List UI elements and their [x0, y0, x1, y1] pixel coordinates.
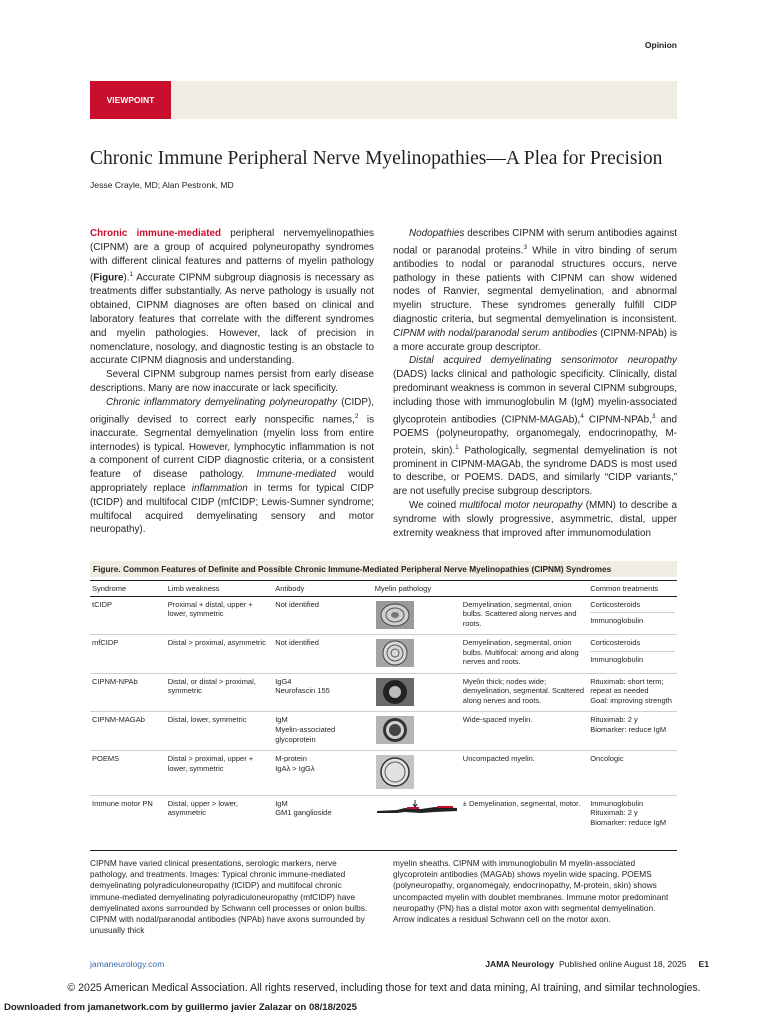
limb-cell: Distal, upper > lower, asymmetric	[166, 795, 274, 829]
myelin-image	[373, 596, 461, 635]
treatment-cell: Immunoglobulin	[590, 612, 675, 626]
text: in terms for typical CIDP (tCIDP) and multifocal CIDP (mfCIDP; Lewis-Sumner syndrome; multifocal acquired demyelinating sensory and motor neuropathy).	[90, 482, 374, 536]
table-row	[90, 712, 677, 751]
body-column-1	[90, 227, 374, 537]
caption-right: myelin sheaths. CIPNM with immunoglobulin M myelin-associated glycoprotein antibodies (MAGAb) shows myelin wide spacing. POEMS (polyneuropathy, organomegaly, endocrinopathy, M-protein, skin) shows uncompacted myelin with doublet membranes. Immune motor predominant neuropathy (PN) has a distal motor axon with segmental demyelination. Arrow indicates a residual Schwann cell on the motor axon.	[393, 858, 669, 925]
pathology-cell: ± Demyelination, segmental, motor.	[461, 795, 588, 829]
text: Chronic inflammatory demyelinating polyneuropathy	[106, 396, 338, 408]
citation[interactable]: 2	[354, 412, 359, 420]
body-column-2	[393, 227, 677, 540]
treatment-cell: Corticosteroids	[590, 599, 641, 609]
antibody-cell: IgG4 Neurofascin 155	[273, 673, 373, 712]
pathology-cell: Demyelination, segmental, onion bulbs. Scattered along nerves and roots.	[462, 599, 577, 628]
limb-cell: Distal > proximal, asymmetric	[166, 635, 274, 674]
text: peripheral nervemyelinopathies (CIPNM) are a group of acquired polyneuropathy syndromes with different clinical features and patterns of myelin pathology (	[90, 228, 374, 284]
paragraph	[393, 227, 677, 354]
viewpoint-band	[90, 81, 677, 119]
antibody-cell: IgM GM1 ganglioside	[273, 795, 373, 829]
copyright-notice: © 2025 American Medical Association. All rights reserved, including those for text and data mining, AI training, and similar technologies.	[67, 982, 701, 994]
page-number: E1	[698, 959, 709, 969]
article-authors: Jesse Crayle, MD; Alan Pestronk, MD	[90, 180, 234, 190]
text: inflammation	[191, 482, 248, 494]
treatment-cell: Oncologic	[590, 753, 624, 763]
myelin-image	[373, 712, 461, 751]
text: (MMN) to describe a syndrome with slowly progressive, asymmetric, distal, upper extremity weakness that improved after immunomodulation	[393, 500, 677, 539]
text: While in vitro binding of serum antibodies to nodal or paranodal structures occurs, nerve pathology in these patients with CIPNM can show widened nodes of Ranvier, segmental demyelination, and abnormal myelin structure. These syndromes generally fulfill CIDP diagnostic criteria, but segmental demyelination is inconsistent.	[393, 245, 677, 326]
myelin-image	[373, 750, 461, 795]
citation[interactable]: 3	[651, 412, 656, 420]
caption-left: CIPNM have varied clinical presentations, serologic markers, nerve pathology, and treatments. Images: Typical chronic immune-mediated demyelinating polyradiculoneuropathy (tCIDP) and multifocal chronic immune-mediated demyelinating polyradiculoneuropathy (mfCIDP) have demyelinated axons surrounded by Schwann cell processes or onion bulbs. CIPNM with nodal/paranodal antibodies (NPAb) have axons surrounded by unusually thick	[90, 858, 368, 936]
text: Pathologically, segmental demyelination is not prominent in CIPNM-MAGAb, the syndrome DADS is most used to describe, or POEMS. DADS, and similarly “CIDP variants,” are not usefully precise subgroup descriptors.	[393, 444, 677, 498]
text: is inaccurate. Segmental demyelination (myelin loss from entire internodes) is typical. However, lymphocytic inflammation is not a component of current CIDP diagnostic criteria, or a consistent feature of disease pathology.	[90, 413, 375, 481]
header-antibody: Antibody	[273, 584, 373, 596]
paragraph: Several CIPNM subgroup names persist from early disease descriptions. Many are now inaccurate or lack specificity.	[90, 369, 374, 395]
text: CIPNM-NPAb,	[583, 413, 652, 425]
paragraph	[90, 227, 374, 368]
treatment-cell: Rituximab: short term; repeat as needed Goal: improving strength	[590, 676, 672, 705]
citation[interactable]: 3	[523, 243, 528, 251]
syndrome-cell: CIPNM-NPAb	[90, 673, 166, 712]
text: (DADS) lacks clinical and pathologic specificity. Clinically, distal predominant weakness is common in several CIPNM subgroups, including those with immunoglobulin M (IgM) myelin-associated glycoprotein antibodies (CIPNM-MAGAb),	[393, 369, 677, 425]
paragraph	[393, 354, 677, 499]
viewpoint-tag: VIEWPOINT	[90, 81, 171, 119]
pathology-cell: Uncompacted myelin.	[461, 750, 588, 795]
syndrome-cell: tCIDP	[92, 599, 113, 609]
paragraph	[393, 499, 677, 540]
header-myelin: Myelin pathology	[373, 584, 588, 596]
myelin-image	[373, 795, 461, 829]
text: Accurate CIPNM subgroup diagnosis is necessary as treatments differ substantially. As nerve pathology is usually not obtained, CIPNM diagnoses are often based on clinical and laboratory features that correlate with the different syndromes and myelin pathologies. However, lack of precision in nomenclature, nosology, and diagnostic testing is an obstacle to accurate CIPNM diagnosis and understanding.	[90, 272, 374, 367]
article-title: Chronic Immune Peripheral Nerve Myelinopathies—A Plea for Precision	[90, 148, 663, 169]
syndrome-cell: mfCIDP	[90, 635, 166, 674]
paragraph	[90, 396, 374, 537]
limb-cell: Proximal + distal, upper + lower, symmetric	[167, 599, 253, 619]
table-row	[90, 750, 677, 795]
antibody-cell: M-protein IgAλ > IgGλ	[273, 750, 373, 795]
table-row	[90, 795, 677, 829]
text: (CIDP), originally devised to correct early nonspecific names,	[90, 396, 374, 425]
syndrome-cell: POEMS	[90, 750, 166, 795]
myelin-image	[373, 635, 461, 674]
text: ).	[123, 272, 130, 284]
figure-ref-link[interactable]: Figure	[93, 272, 124, 284]
limb-cell: Distal > proximal, upper + lower, symmetric	[166, 750, 274, 795]
section-label: Opinion	[644, 40, 677, 50]
text: Immune-mediated	[256, 469, 337, 481]
figure-table	[90, 584, 677, 829]
figure-title: Figure. Common Features of Definite and Possible Chronic Immune-Mediated Peripheral Nerve Myelinopathies (CIPNM) Syndromes	[90, 561, 677, 577]
header-limb: Limb weakness	[166, 584, 274, 596]
table-row	[90, 673, 677, 712]
text: CIPNM with nodal/paranodal serum antibodies	[393, 327, 598, 339]
text: and POEMS (polyneuropathy, organomegaly, endocrinopathy, M-protein, skin).	[393, 413, 677, 456]
header-syndrome: Syndrome	[90, 584, 166, 596]
syndrome-cell: Immune motor PN	[90, 795, 166, 829]
journal-name: JAMA Neurology	[485, 959, 555, 969]
header-treatments: Common treatments	[588, 584, 677, 596]
divider	[90, 850, 677, 851]
treatment-cell: Immunoglobulin	[590, 651, 675, 665]
text: multifocal motor neuropathy	[459, 500, 583, 512]
antibody-cell: Not identified	[275, 599, 319, 609]
treatment-cell: Corticosteroids	[590, 638, 641, 648]
text: We coined	[409, 500, 460, 512]
myelin-image	[373, 673, 461, 712]
lead-text: Chronic immune-mediated	[90, 228, 222, 239]
divider	[90, 580, 677, 581]
pathology-cell: Wide-spaced myelin.	[461, 712, 588, 751]
text: would appropriately replace	[90, 469, 374, 494]
limb-cell: Distal, lower, symmetric	[166, 712, 274, 751]
antibody-cell: IgM Myelin-associated glycoprotein	[273, 712, 373, 751]
text: describes CIPNM with serum antibodies against nodal or paranodal proteins.	[393, 228, 677, 257]
text: Distal acquired demyelinating sensorimotor neuropathy	[409, 355, 677, 367]
text: Nodopathies	[409, 228, 465, 239]
pathology-cell: Demyelination, segmental, onion bulbs. Multifocal: among and along nerves and roots.	[461, 635, 588, 674]
website-link[interactable]: jamaneurology.com	[90, 959, 165, 969]
download-notice: Downloaded from jamanetwork.com by guillermo javier Zalazar on 08/18/2025	[4, 1002, 357, 1013]
syndrome-cell: CIPNM-MAGAb	[90, 712, 166, 751]
publish-date: Published online August 18, 2025	[558, 959, 687, 969]
table-row	[90, 635, 677, 674]
table-row	[90, 596, 677, 635]
treatment-cell: Immunoglobulin Rituximab: 2 y Biomarker: reduce IgM	[590, 798, 667, 827]
citation[interactable]: 1	[455, 443, 459, 451]
footer-journal-info	[485, 959, 709, 969]
citation[interactable]: 1	[129, 271, 134, 279]
treatment-cell: Rituximab: 2 y Biomarker: reduce IgM	[590, 715, 667, 734]
antibody-cell: Not identified	[273, 635, 373, 674]
pathology-cell: Myelin thick; nodes wide; demyelination, segmental. Scattered along nerves and roots.	[461, 673, 588, 712]
citation[interactable]: 4	[580, 412, 584, 420]
limb-cell: Distal, or distal > proximal, symmetric	[166, 673, 274, 712]
text: (CIPNM-NPAb) is a more accurate group descriptor.	[393, 327, 677, 353]
